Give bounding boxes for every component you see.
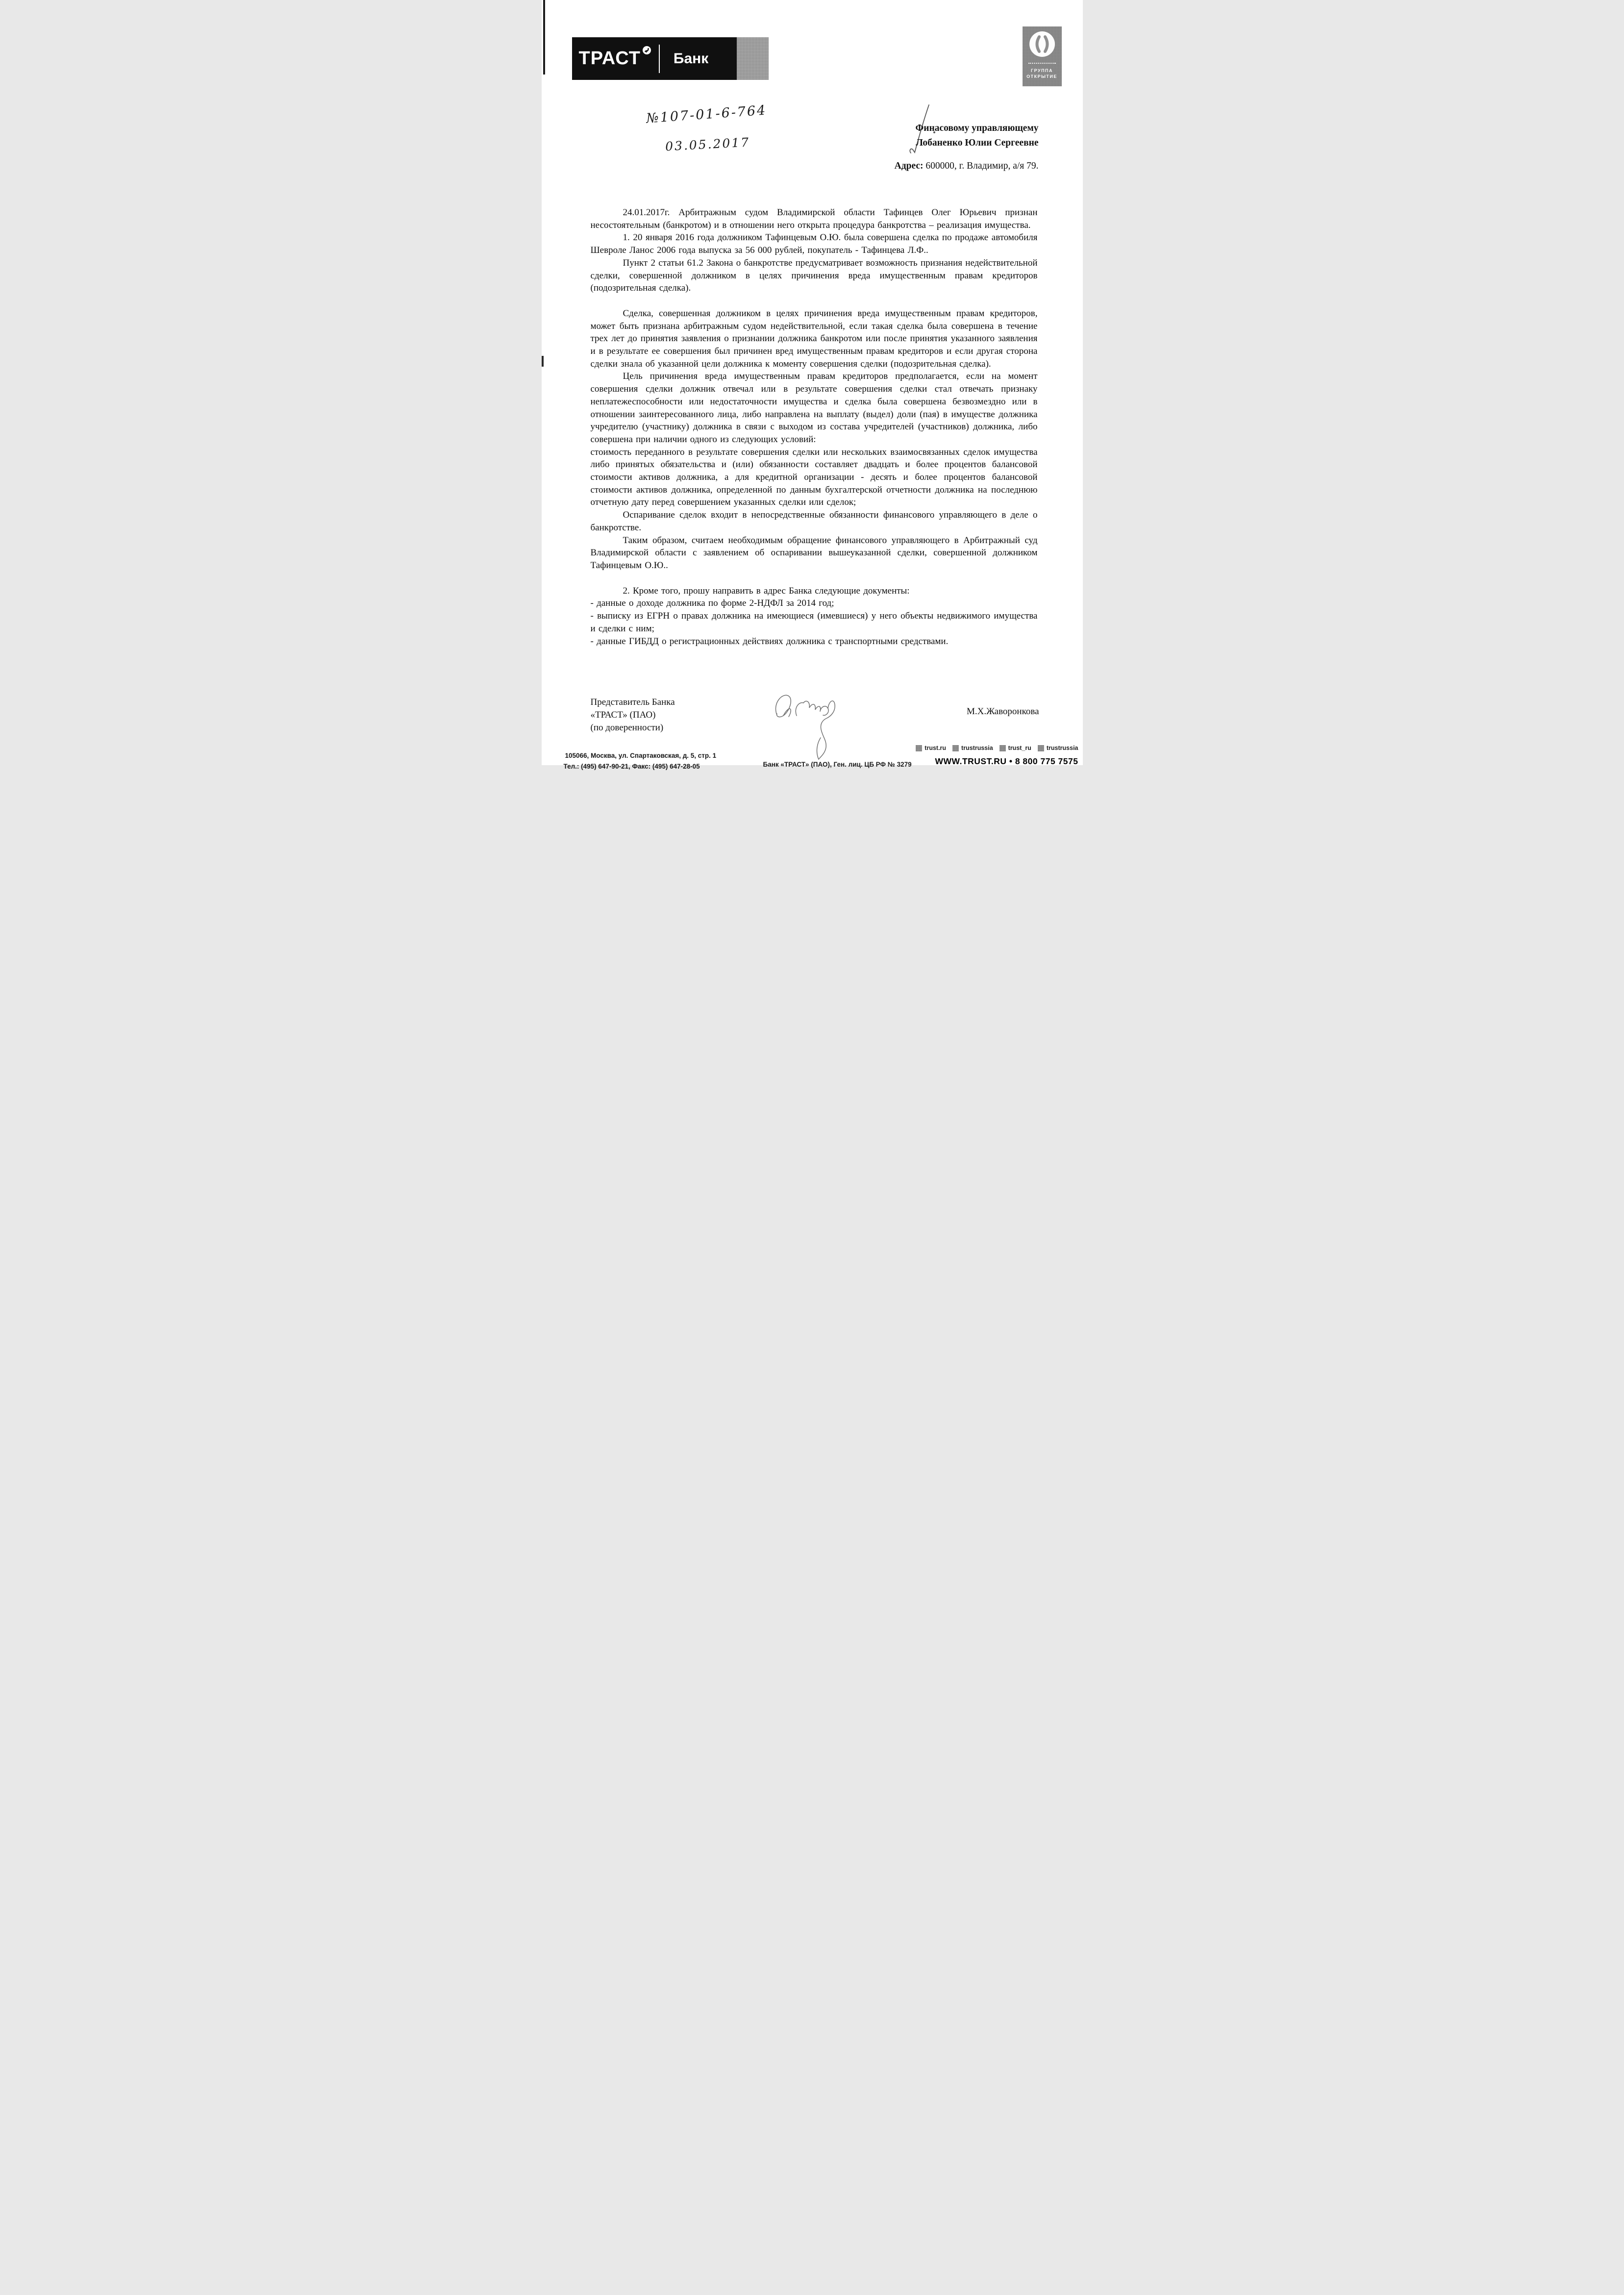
letter-body: [591, 206, 1038, 648]
social-handle: trust_ru: [1008, 745, 1031, 751]
badge-divider: [1028, 63, 1056, 64]
signer-role-line: «ТРАСТ» (ПАО): [590, 710, 656, 720]
paragraph: Пункт 2 статьи 61.2 Закона о банкротстве предусматривает возможность признания недействительной сделки, совершенной должником в целях причинения вреда имущественным правам кредиторов (подозрительная сделка).: [590, 257, 1038, 294]
instagram-icon: [1038, 745, 1044, 751]
facebook-icon: [952, 745, 959, 751]
social-handle: trust.ru: [924, 745, 947, 751]
paragraph: 2. Кроме того, прошу направить в адрес Банка следующие документы:: [623, 585, 910, 596]
logo-bank-label: Банк: [673, 50, 709, 67]
footer-address: 105066, Москва, ул. Спартаковская, д. 5, стр. 1: [565, 752, 717, 759]
social-handle: trustrussia: [1046, 745, 1078, 751]
recipient-address: [836, 159, 1039, 174]
paragraph: Сделка, совершенная должником в целях причинения вреда имущественным правам кредиторов, может быть признана арбитражным судом недействительной, если такая сделка была совершена в течение трех лет до принятия заявления о признании должника банкротом или после принятия указанного заявления и в результате ее совершения был причинен вред имущественным правам кредиторов и если другая сторона сделки знала об указанной цели должника к моменту совершения сделки (подозрительная сделка).: [590, 308, 1038, 369]
footer-website-phone: WWW.TRUST.RU • 8 800 775 7575: [935, 756, 1078, 766]
paragraph: стоимость переданного в результате совершения сделки или нескольких взаимосвязанных сделок имущества либо принятых обязательства и (или) обязанности составляет двадцать и более процентов балансовой стоимости активов должника, а для кредитной организации - десять и более процентов балансовой стоимости активов должника, определенной по данным бухгалтерской отчетности должника на последнюю отчетную дату перед совершением указанных сделки или сделок;: [590, 447, 1038, 508]
signer-role-block: [591, 696, 675, 734]
handwritten-reg-number: №107-01-6-764: [645, 102, 767, 126]
list-item: - выписку из ЕГРН о правах должника на имеющиеся (имевшиеся) у него объекты недвижимого имущества и сделки с ним;: [590, 611, 1038, 634]
social-item: [1038, 745, 1078, 751]
handwritten-signature: [771, 688, 845, 762]
recipient-name: Лобаненко Юлии Сергеевне: [916, 138, 1039, 148]
footer-phone-fax: Тел.: (495) 647-90-21, Факс: (495) 647-28-05: [563, 763, 700, 770]
signer-role-line: Представитель Банка: [590, 697, 675, 707]
footer-license: Банк «ТРАСТ» (ПАО), Ген. лиц. ЦБ РФ № 3279: [763, 761, 912, 768]
scan-edge-artifact: [542, 356, 544, 367]
address-label: Адрес:: [894, 161, 924, 171]
paragraph: Цель причинения вреда имущественным правам кредиторов предполагается, если на момент совершения сделки должник отвечал или в результате совершения сделки стал отвечать признаку неплатежеспособности или недостаточности имущества и сделка была совершена безвозмездно или в отношении заинтересованного лица, либо направлена на выплату (выдел) доли (пая) в имуществе должника учредителю (участнику) должника в связи с выходом из состава учредителей (участников) должника, либо совершена при наличии одного из следующих условий:: [590, 371, 1038, 445]
otkritie-circle-icon: [1029, 31, 1055, 60]
scanned-letter-page: [542, 0, 1083, 770]
logo-divider: [659, 45, 660, 73]
handwritten-date: 03.05.2017: [664, 135, 750, 154]
paragraph: 24.01.2017г. Арбитражным судом Владимирской области Тафинцев Олег Юрьевич признан несостоятельным (банкротом) и в отношении него открыта процедура банкротства – реализация имущества.: [590, 207, 1038, 230]
paragraph: Оспаривание сделок входит в непосредственные обязанности финансового управляющего в деле о банкротстве.: [590, 510, 1038, 533]
signer-name: М.Х.Жаворонкова: [966, 706, 1039, 717]
social-item: [999, 745, 1031, 751]
footer-social-row: [916, 745, 1078, 751]
badge-group-label: ГРУППА: [1030, 68, 1053, 73]
twitter-icon: [999, 745, 1006, 751]
address-value: 600000, г. Владимир, а/я 79.: [923, 161, 1039, 171]
paragraph: Таким образом, считаем необходимым обращение финансового управляющего в Арбитражный суд Владимирской области с заявлением об оспаривании вышеуказанной сделки, совершенной должником Тафинцевым О.Ю..: [590, 535, 1038, 571]
vk-icon: [916, 745, 922, 751]
recipient-block: [836, 121, 1039, 174]
list-item: - данные о доходе должника по форме 2-НДФЛ за 2014 год;: [590, 598, 834, 609]
group-otkritie-badge: [1023, 26, 1062, 86]
logo-trust-wordmark: ТРАСТ: [578, 48, 641, 69]
paragraph: 1. 20 января 2016 года должником Тафинцевым О.Ю. была совершена сделка по продаже автомобиля Шевроле Ланос 2006 года выпуска за 56 000 рублей, покупатель - Тафинцева Л.Ф..: [590, 232, 1038, 256]
list-item: - данные ГИБДД о регистрационных действиях должника с транспортными средствами.: [590, 636, 949, 647]
logo-halftone-block: [737, 37, 769, 80]
social-item: [916, 745, 946, 751]
signer-role-line: (по доверенности): [590, 723, 664, 733]
trust-arrow-icon: [643, 46, 651, 57]
social-handle: trustrussia: [961, 745, 993, 751]
trust-bank-logo: [572, 37, 769, 80]
recipient-title: Финасовому управляющему: [915, 123, 1039, 133]
scan-edge-artifact: [543, 0, 545, 75]
badge-otkritie-label: ОТКРЫТИЕ: [1026, 74, 1057, 79]
social-item: [952, 745, 993, 751]
